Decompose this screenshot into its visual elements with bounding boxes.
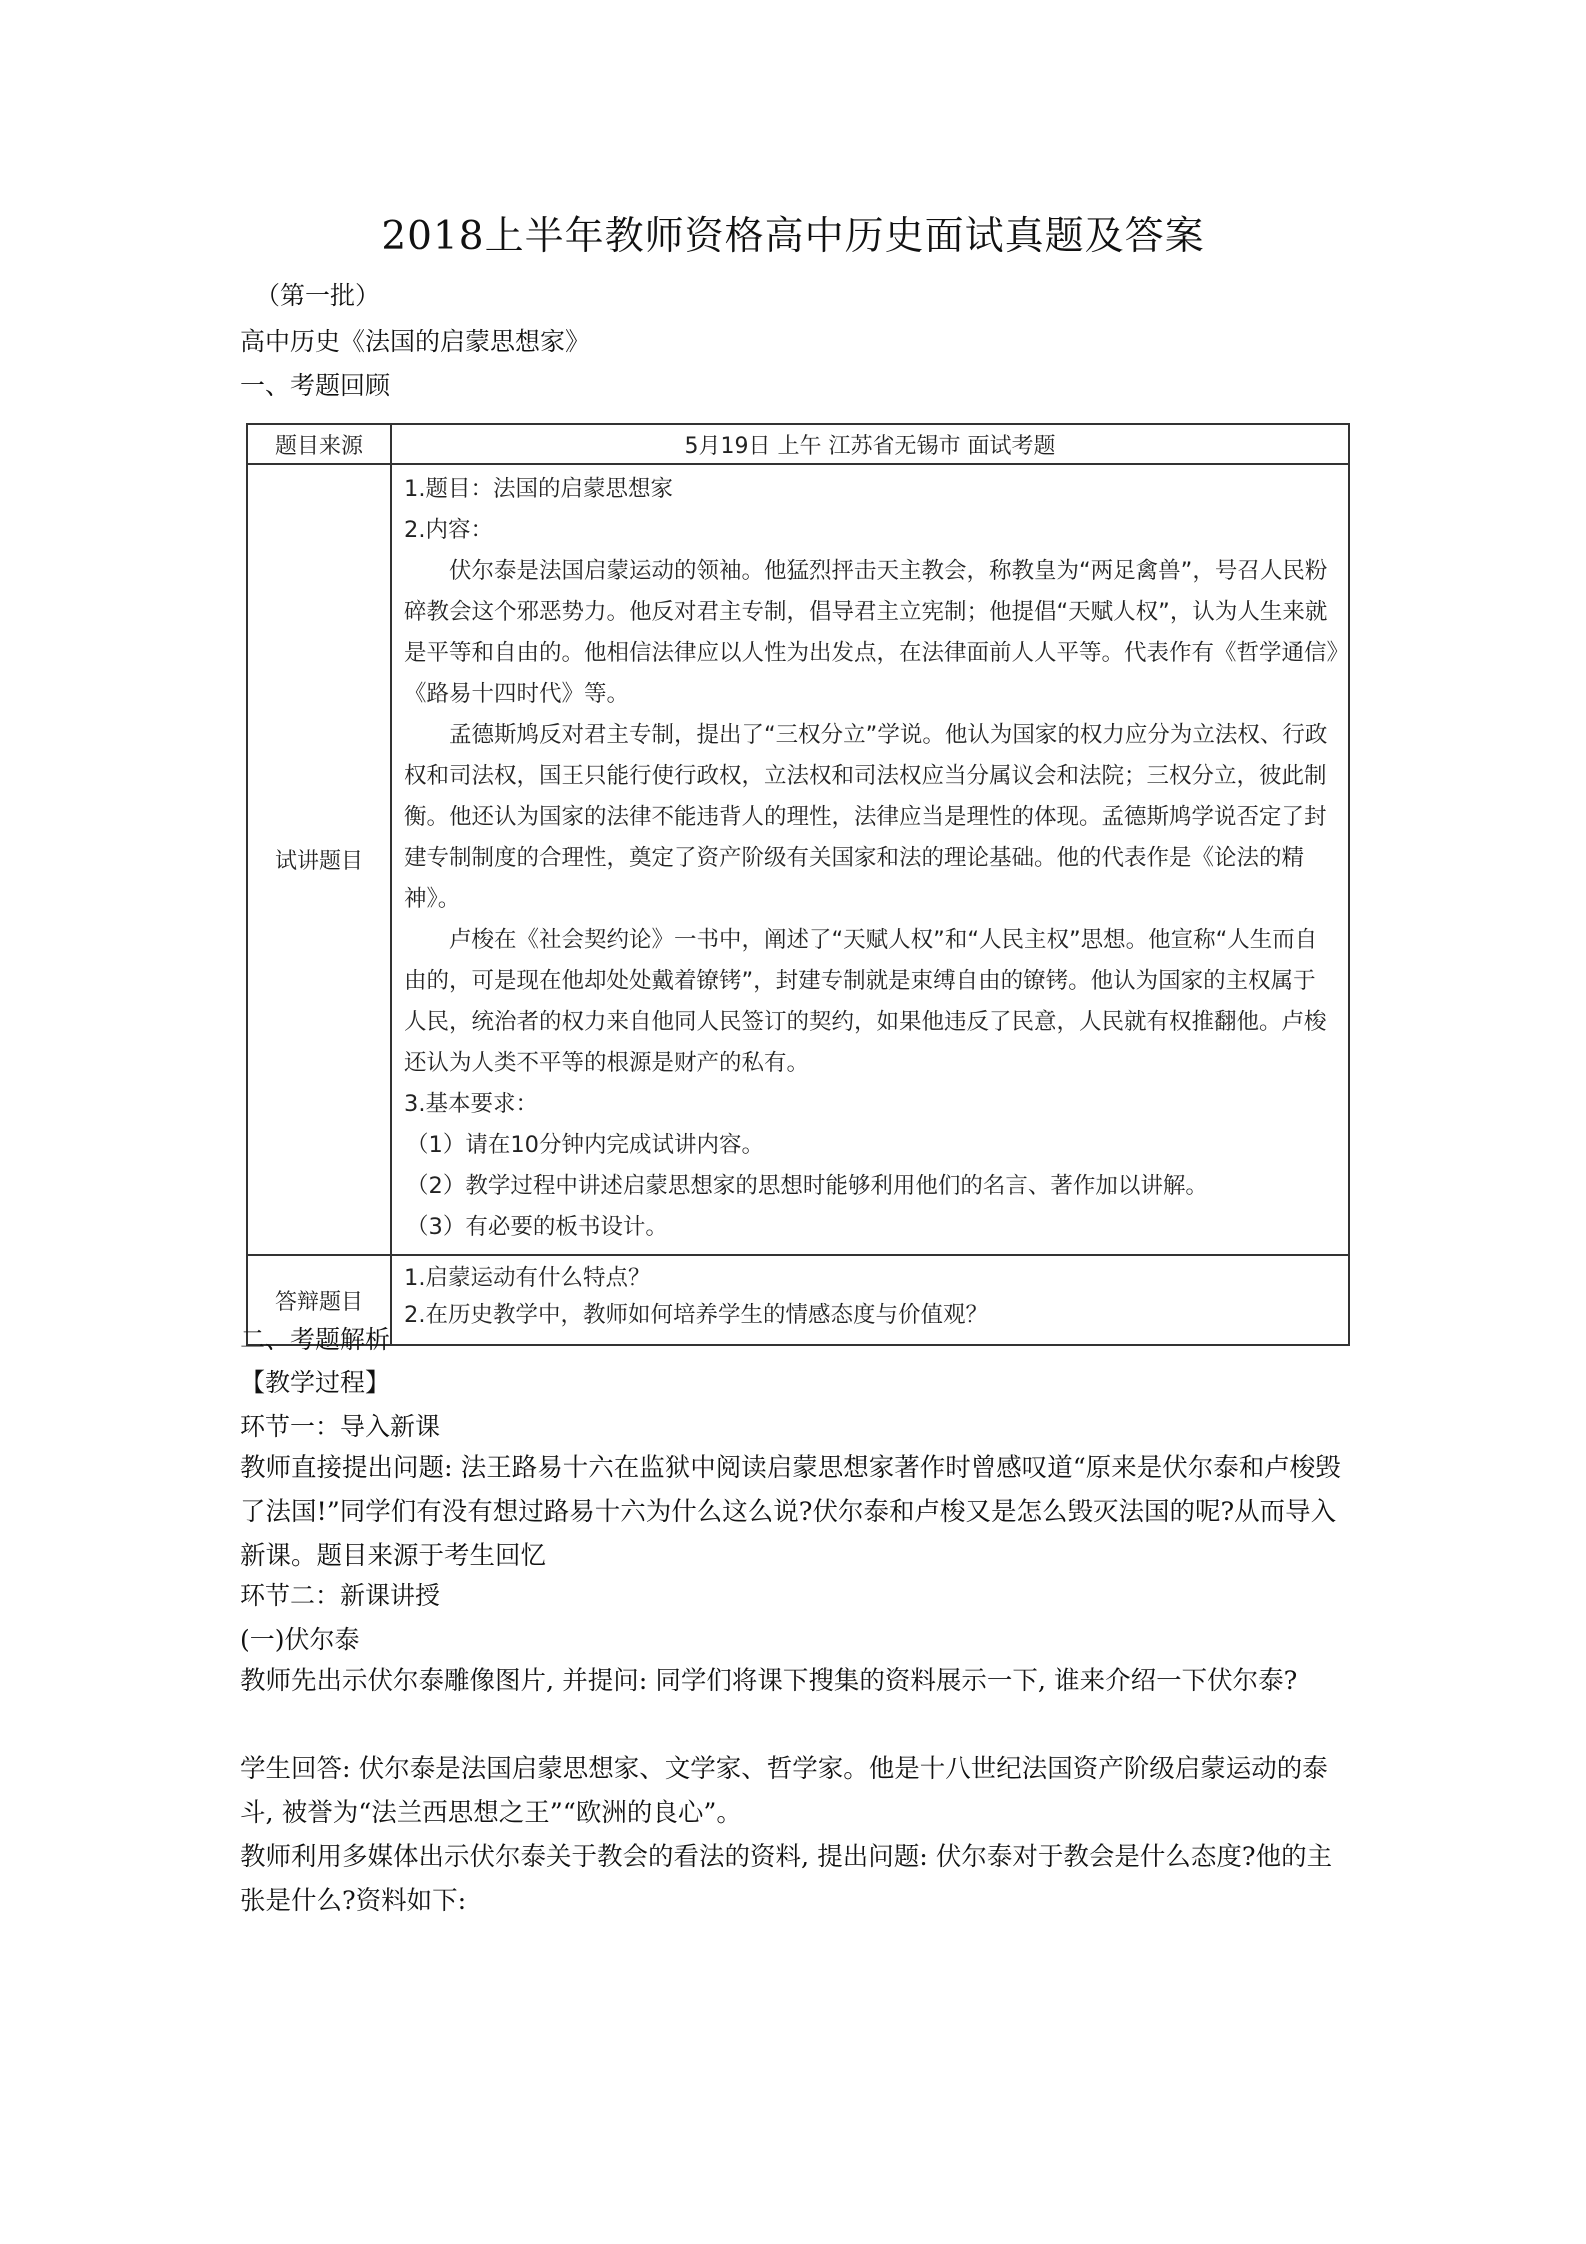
table-row-source	[247, 424, 1349, 464]
source-value: 5月19日 上午 江苏省无锡市 面试考题	[391, 424, 1349, 464]
requirement-item: （2）教学过程中讲述启蒙思想家的思想时能够利用他们的名言、著作加以讲解。	[406, 1173, 1208, 1199]
table-row-lecture	[247, 464, 1349, 1255]
step1-heading: 环节一：导入新课	[240, 1412, 441, 1441]
requirement-item: （1）请在10分钟内完成试讲内容。	[406, 1132, 764, 1158]
requirements-heading: 3.基本要求：	[404, 1091, 538, 1117]
debate-content	[391, 1255, 1349, 1345]
step1-text: 教师直接提出问题: 法王路易十六在监狱中阅读启蒙思想家著作时曾感叹道“原来是伏尔泰和卢梭毁了法国!”同学们有没有想过路易十六为什么这么说?伏尔泰和卢梭又是怎么毁灭法国的呢?从而导入新课。题目来源于考生回忆	[240, 1453, 1341, 1571]
debate-label: 答辩题目	[247, 1255, 391, 1345]
lecture-content-heading: 2.内容：	[404, 517, 493, 543]
lecture-content	[391, 464, 1349, 1255]
voltaire-media-text: 教师利用多媒体出示伏尔泰关于教会的看法的资料, 提出问题: 伏尔泰对于教会是什么态度?他的主张是什么?资料如下:	[240, 1842, 1333, 1916]
debate-question: 1.启蒙运动有什么特点？	[404, 1265, 651, 1291]
table-row-debate	[247, 1255, 1349, 1345]
voltaire-answer: 学生回答: 伏尔泰是法国启蒙思想家、文学家、哲学家。他是十八世纪法国资产阶级启蒙运动的泰斗, 被誉为“法兰西思想之王”“欧洲的良心”。	[240, 1754, 1328, 1828]
lecture-topic: 1.题目：法国的启蒙思想家	[404, 476, 673, 502]
section-heading-analysis: 二、考题解析	[240, 1325, 391, 1354]
paragraph-montesquieu: 孟德斯鸠反对君主专制，提出了“三权分立”学说。他认为国家的权力应分为立法权、行政权和司法权，国王只能行使行政权，立法权和司法权应当分属议会和法院；三权分立，彼此制衡。他还认为国家的法律不能违背人的理性，法律应当是理性的体现。孟德斯鸠学说否定了封建专制制度的合理性，奠定了资产阶级有关国家和法的理论基础。他的代表作是《论法的精神》。	[404, 722, 1328, 912]
paragraph-voltaire: 伏尔泰是法国启蒙运动的领袖。他猛烈抨击天主教会，称教皇为“两足禽兽”，号召人民粉碎教会这个邪恶势力。他反对君主专制，倡导君主立宪制；他提倡“天赋人权”，认为人生来就是平等和自由的。他相信法律应以人性为出发点，在法律面前人人平等。代表作有《哲学通信》《路易十四时代》等。	[404, 558, 1338, 707]
subject-title: 高中历史《法国的启蒙思想家》	[240, 327, 591, 356]
batch-label: （第一批）	[255, 281, 381, 310]
document-title: 2018上半年教师资格高中历史面试真题及答案	[381, 214, 1205, 259]
section-heading-review: 一、考题回顾	[240, 371, 391, 400]
debate-question: 2.在历史教学中，教师如何培养学生的情感态度与价值观？	[404, 1302, 988, 1328]
source-label: 题目来源	[247, 424, 391, 464]
lecture-label: 试讲题目	[247, 464, 391, 1255]
step2-heading: 环节二：新课讲授	[240, 1581, 441, 1610]
paragraph-rousseau: 卢梭在《社会契约论》一书中，阐述了“天赋人权”和“人民主权”思想。他宣称“人生而自由的，可是现在他却处处戴着镣铐”，封建专制就是束缚自由的镣铐。他认为国家的主权属于人民，统治者的权力来自他同人民签订的契约，如果他违反了民意，人民就有权推翻他。卢梭还认为人类不平等的根源是财产的私有。	[404, 927, 1327, 1076]
voltaire-question: 教师先出示伏尔泰雕像图片, 并提问: 同学们将课下搜集的资料展示一下, 谁来介绍一下伏尔泰?	[240, 1666, 1298, 1696]
subsection-voltaire: (一)伏尔泰	[240, 1625, 360, 1654]
teaching-process-heading: 【教学过程】	[240, 1368, 391, 1397]
requirement-item: （3）有必要的板书设计。	[406, 1214, 668, 1240]
exam-question-table	[246, 423, 1350, 1346]
